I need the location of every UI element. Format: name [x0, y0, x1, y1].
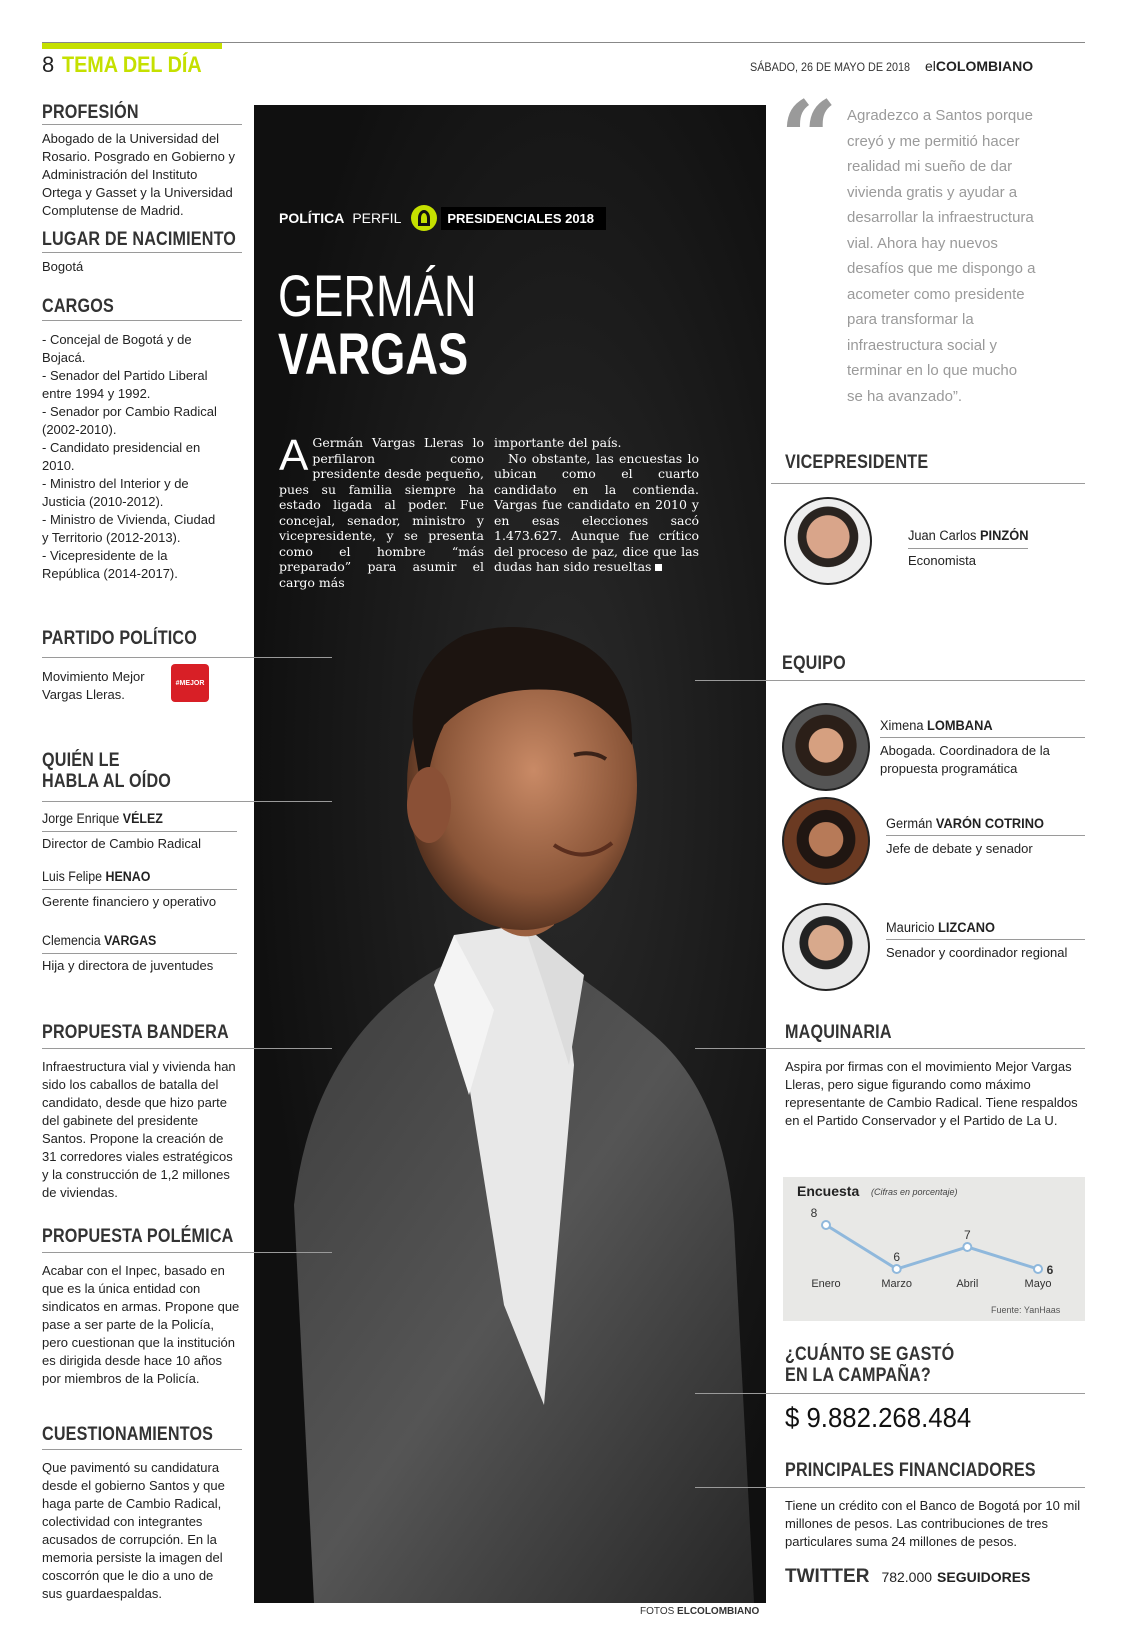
financiadores-title: PRINCIPALES FINANCIADORES: [785, 1460, 1036, 1481]
bandera-title: PROPUESTA BANDERA: [42, 1022, 229, 1043]
quote-text: Agradezco a Santos porque creyó y me permitió hacer realidad mi sueño de dar vivienda gratis y ayudar a desarrollar la infraestructura vial. Ahora hay nuevos desafíos que me dispongo a acometer como presidente para transformar la infraestructura social y terminar en lo que mucho se ha avanzado”.: [847, 107, 1036, 405]
section-title: TEMA DEL DÍA: [62, 52, 202, 77]
cuestionamientos-rule: [42, 1449, 242, 1450]
quote-mark-icon: “: [780, 79, 838, 197]
vice-last: PINZÓN: [980, 528, 1029, 543]
chart-point: [822, 1221, 830, 1229]
cargo-item: - Senador por Cambio Radical (2002-2010).: [42, 404, 217, 437]
intro-col-2: [494, 435, 699, 575]
cargos-list: [42, 331, 222, 583]
twitter-count: 782.000: [881, 1569, 933, 1585]
adviser-name: [42, 933, 156, 948]
maquinaria-text: Aspira por firmas con el movimiento Mejor Vargas Lleras, pero sigue figurando como máximo representante de Cambio Radical. Tiene respaldos en el Partido Conservador y el Partido de La U.: [785, 1059, 1078, 1128]
adviser-last: VÉLEZ: [122, 811, 163, 826]
drop-cap: A: [279, 431, 309, 480]
team-role-2: propuesta programática: [880, 761, 1018, 776]
adviser-rule: [42, 953, 237, 954]
chart-point: [963, 1243, 971, 1251]
kicker-politica: POLÍTICA: [279, 210, 345, 226]
partido-title: PARTIDO POLÍTICO: [42, 628, 197, 649]
cargo-item: - Candidato presidencial en 2010.: [42, 440, 201, 473]
vice-rule: [771, 483, 1085, 484]
adviser-rule: [42, 889, 237, 890]
gasto-title-2: EN LA CAMPAÑA?: [785, 1365, 931, 1386]
team-name-rule: [880, 737, 1085, 738]
polemica-title: PROPUESTA POLÉMICA: [42, 1226, 234, 1247]
connector-line: [254, 1252, 332, 1253]
connector-line: [254, 657, 332, 658]
adviser-rule: [42, 831, 237, 832]
equipo-title: EQUIPO: [782, 653, 846, 674]
financiadores-rule: [695, 1487, 1085, 1488]
team-name-rule: [886, 835, 1085, 836]
chart-data-label: 6: [893, 1250, 901, 1264]
chart-series-line: [826, 1225, 1038, 1269]
profesion-rule: [42, 124, 242, 125]
chart-x-tick-label: Abril: [956, 1278, 979, 1290]
page-number: 8: [42, 52, 55, 77]
cuestionamientos-title: CUESTIONAMIENTOS: [42, 1424, 214, 1445]
maquinaria-rule: [695, 1048, 1085, 1049]
cargo-item: - Senador del Partido Liberal entre 1994 y 1992.: [42, 368, 208, 401]
intro-text-2a: importante del país.: [494, 435, 622, 450]
campaign-logo-icon: [411, 205, 437, 231]
header-date: SÁBADO, 26 DE MAYO DE 2018: [750, 60, 911, 74]
chart-point: [893, 1265, 901, 1273]
team-first: Ximena: [880, 718, 928, 733]
chart-plot: [783, 1177, 1085, 1321]
adviser-first: Jorge Enrique: [42, 811, 123, 826]
cargo-item: - Ministro del Interior y de Justicia (2010-2012).: [42, 476, 189, 509]
photo-credit-prefix: FOTOS: [640, 1606, 678, 1617]
quien-title-2: HABLA AL OÍDO: [42, 771, 172, 792]
adviser-first: Clemencia: [42, 933, 105, 948]
equipo-rule: [695, 680, 1085, 681]
connector-line: [254, 801, 332, 802]
team-name: [886, 816, 1044, 831]
adviser-last: HENAO: [105, 869, 151, 884]
chart-point: [1034, 1265, 1042, 1273]
gasto-rule: [695, 1393, 1085, 1394]
team-avatar: [782, 903, 870, 991]
chart-x-tick-label: Marzo: [881, 1278, 912, 1290]
photo-credit: [640, 1606, 759, 1617]
adviser-role: Hija y directora de juventudes: [42, 958, 214, 973]
twitter-label: TWITTER: [785, 1566, 870, 1587]
header-accent-bar: [42, 43, 222, 49]
brand-name: COLOMBIANO: [935, 58, 1034, 74]
brand-prefix: el: [925, 58, 936, 74]
chart-data-label: 8: [810, 1206, 818, 1220]
candidate-first-name: GERMÁN: [278, 264, 477, 329]
adviser-name: [42, 811, 163, 826]
cargos-title: CARGOS: [42, 296, 114, 317]
kicker-perfil: PERFIL: [352, 210, 402, 226]
team-last: LIZCANO: [938, 920, 996, 935]
candidate-last-name: VARGAS: [278, 322, 469, 387]
financiadores-text: Tiene un crédito con el Banco de Bogotá por 10 mil millones de pesos. Las contribuciones de tres particulares suma 24 millones de pesos.: [785, 1498, 1081, 1549]
chart-subtitle: (Cifras en porcentaje): [871, 1187, 958, 1197]
vice-role: Economista: [908, 553, 976, 568]
cargo-item: - Concejal de Bogotá y de Bojacá.: [42, 332, 192, 365]
kicker-presidenciales: PRESIDENCIALES 2018: [441, 207, 606, 230]
brand-logo: [925, 58, 1033, 74]
end-mark-icon: [655, 564, 662, 571]
connector-line: [254, 1048, 332, 1049]
team-role-1: Senador y coordinador regional: [886, 945, 1068, 960]
bandera-text: Infraestructura vial y vivienda han sido los caballos de batalla del candidato, desde que hizo parte del gabinete del presidente Santos. Propone la creación de 31 corredores viales estratégicos y la construcción de 1,2 millones de viviendas.: [42, 1059, 236, 1200]
adviser-role: Gerente financiero y operativo: [42, 894, 217, 909]
adviser-role: Director de Cambio Radical: [42, 836, 201, 851]
polemica-text: Acabar con el Inpec, basado en que es la única entidad con sindicatos en armas. Propone que pase a ser parte de la Policía, pero cuestionan que la institución es dirigida desde hace 10 años por miembros de la Policía.: [42, 1263, 240, 1386]
adviser-first: Luis Felipe: [42, 869, 106, 884]
cargos-rule: [42, 320, 242, 321]
intro-text-1: Germán Vargas Lleras lo perfilaron como presidente desde pequeño, pues su familia siempre ha estado ligada al poder. Fue concejal, senador, ministro y vicepresidente, y se presenta como el hombre “más preparado” para asumir el cargo más: [279, 435, 484, 590]
twitter-suffix: SEGUIDORES: [937, 1569, 1031, 1585]
portrait-panel: [254, 105, 766, 1603]
quien-title-1: QUIÉN LE: [42, 750, 120, 771]
nacimiento-rule: [42, 252, 242, 253]
nacimiento-text: Bogotá: [42, 259, 84, 274]
maquinaria-title: MAQUINARIA: [785, 1022, 892, 1043]
chart-x-tick-label: Enero: [811, 1278, 841, 1290]
chart-source: Fuente: YanHaas: [991, 1305, 1061, 1315]
twitter-line: [785, 1566, 1030, 1588]
partido-text: Movimiento Mejor Vargas Lleras.: [42, 669, 145, 702]
team-name: [886, 920, 995, 935]
partido-logo: [171, 664, 209, 702]
team-name: [880, 718, 993, 733]
chart-x-tick-label: Mayo: [1024, 1278, 1052, 1290]
cargo-item: - Ministro de Vivienda, Ciudad y Territorio (2012-2013).: [42, 512, 216, 545]
vice-name-rule: [908, 548, 1028, 549]
chart-data-label: 7: [963, 1228, 971, 1242]
cargo-item: - Vicepresidente de la República (2014-2017).: [42, 548, 178, 581]
gasto-amount: $ 9.882.268.484: [785, 1402, 972, 1433]
team-last: VARÓN COTRINO: [935, 816, 1044, 831]
chart-data-label: 6: [1046, 1263, 1054, 1277]
team-role-1: Jefe de debate y senador: [886, 841, 1033, 856]
intro-text-2b: No obstante, las encuestas lo ubican como el cuarto candidato en la contienda. Vargas fue candidato en 2010 y en esas elecciones sacó 1.473.627. Aunque fue crítico del proceso de paz, dice que las dudas han sido resueltas: [494, 450, 699, 574]
team-first: Germán: [886, 816, 936, 831]
gasto-title-1: ¿CUÁNTO SE GASTÓ: [785, 1344, 955, 1365]
team-name-rule: [886, 939, 1085, 940]
nacimiento-title: LUGAR DE NACIMIENTO: [42, 229, 237, 250]
team-avatar: [782, 703, 870, 791]
team-role-1: Abogada. Coordinadora de la: [880, 743, 1050, 758]
adviser-name: [42, 869, 150, 884]
cuestionamientos-text: Que pavimentó su candidatura desde el gobierno Santos y que haga parte de Cambio Radical, colectividad con integrantes acusados de corrupción. En la memoria persiste la imagen del coscorrón que le dio a uno de sus guardaespaldas.: [42, 1460, 225, 1601]
profesion-title: PROFESIÓN: [42, 102, 139, 123]
intro-col-1: [279, 431, 484, 590]
team-last: LOMBANA: [927, 718, 993, 733]
vice-title: VICEPRESIDENTE: [785, 452, 929, 473]
vice-first: Juan Carlos: [908, 528, 981, 543]
profesion-text: Abogado de la Universidad del Rosario. Posgrado en Gobierno y Administración del Instituto Ortega y Gasset y la Universidad Complutense de Madrid.: [42, 131, 235, 218]
adviser-last: VARGAS: [104, 933, 157, 948]
kicker: [279, 204, 606, 232]
encuesta-chart: [783, 1177, 1085, 1321]
vice-name: [908, 528, 1028, 543]
photo-credit-name: ELCOLOMBIANO: [677, 1606, 760, 1617]
partido-logo-text: #MEJOR: [175, 679, 205, 687]
vice-avatar: [784, 497, 872, 585]
team-first: Mauricio: [886, 920, 939, 935]
team-avatar: [782, 797, 870, 885]
chart-title: Encuesta: [797, 1183, 860, 1199]
